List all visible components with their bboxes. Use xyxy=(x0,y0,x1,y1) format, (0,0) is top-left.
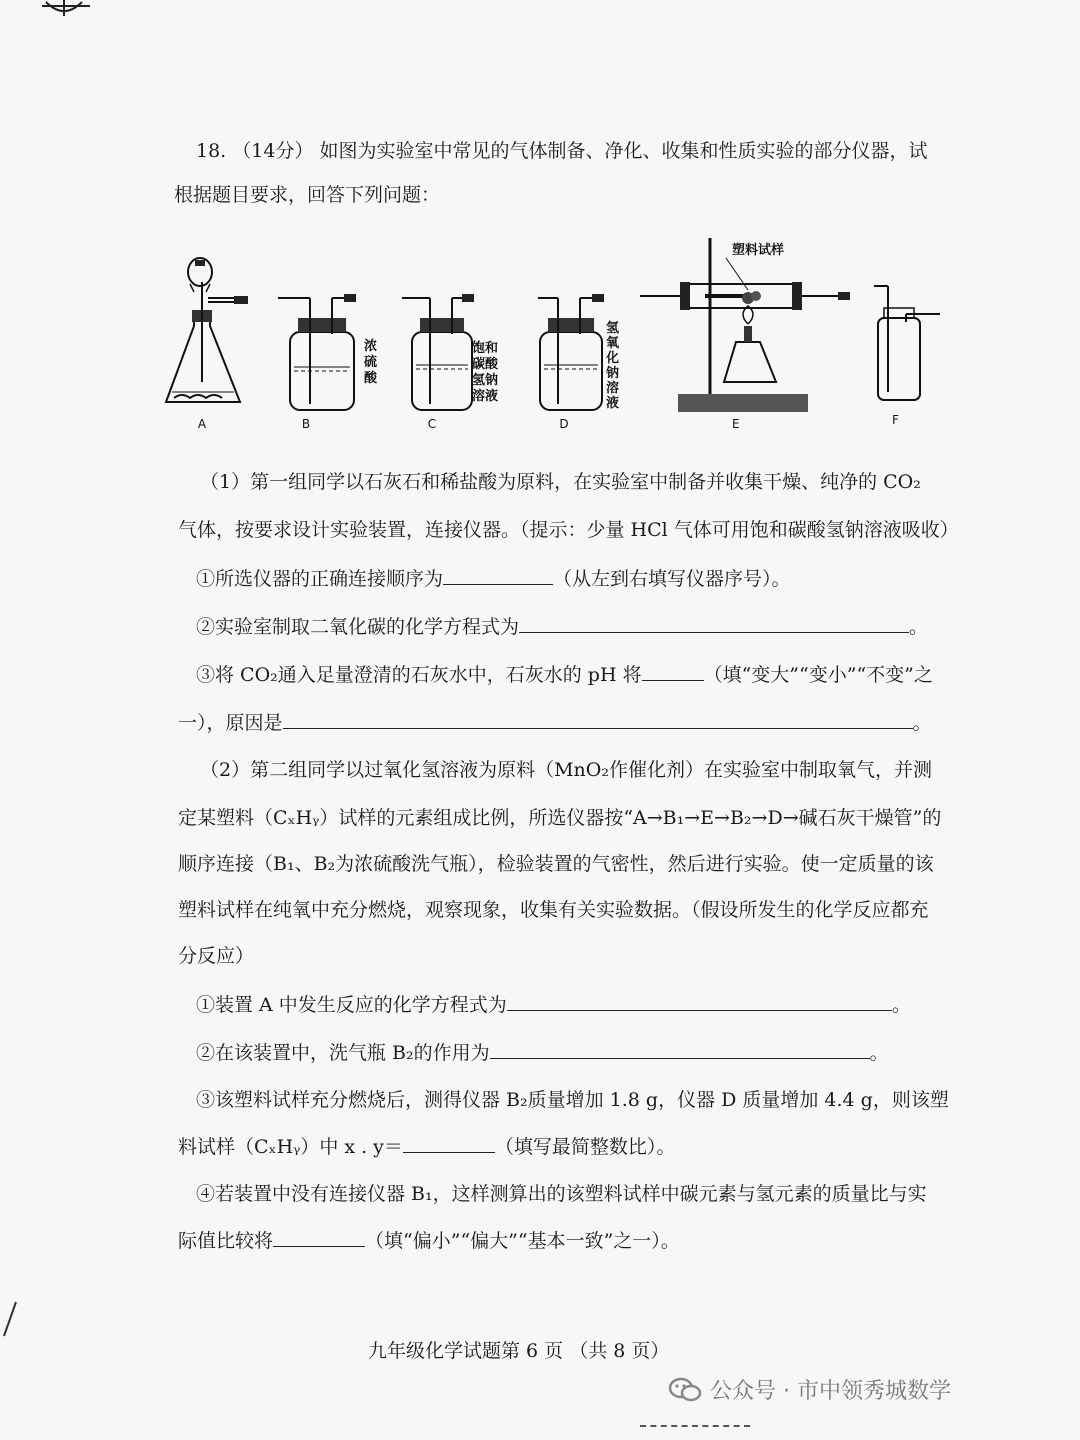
apparatus-f xyxy=(874,286,940,427)
page-footer: 九年级化学试题第 6 页 （共 8 页） xyxy=(368,1340,670,1362)
part2-q4-line1: ④若装置中没有连接仪器 B₁，这样测算出的该塑料试样中碳元素与氢元素的质量比与实 xyxy=(196,1183,927,1205)
c-reagent-1: 饱和 xyxy=(472,341,499,356)
part2-line1: （2）第二组同学以过氧化氢溶液为原料（MnO₂作催化剂）在实验室中制取氧气，并测 xyxy=(200,759,932,781)
answer-blank-ratio[interactable] xyxy=(403,1132,495,1153)
b-reagent-1: 浓 xyxy=(364,339,378,354)
label-a: A xyxy=(197,417,207,431)
part1-q3-line2: 一），原因是 。 xyxy=(178,708,932,737)
question-score: （14分） xyxy=(232,140,314,162)
d-reagent-6: 液 xyxy=(606,396,620,411)
watermark-text: 公众号 · 市中领秀城数学 xyxy=(710,1379,951,1404)
label-f: F xyxy=(892,413,899,427)
d-reagent-5: 溶 xyxy=(606,381,620,396)
d-reagent-4: 钠 xyxy=(606,366,620,381)
c-reagent-4: 溶液 xyxy=(472,389,499,404)
label-d: D xyxy=(559,417,569,431)
apparatus-e xyxy=(640,238,850,431)
apparatus-d xyxy=(538,294,620,431)
question-intro-line2: 根据题目要求，回答下列问题： xyxy=(174,184,441,206)
answer-blank-b2-role[interactable] xyxy=(490,1038,870,1059)
part1-line1: （1）第一组同学以石灰石和稀盐酸为原料，在实验室中制备并收集干燥、纯净的 CO₂ xyxy=(200,471,921,493)
wechat-watermark xyxy=(668,1374,951,1405)
part2-line5: 分反应） xyxy=(178,945,255,967)
answer-blank-equation[interactable] xyxy=(519,612,909,633)
part2-line3: 顺序连接（B₁、B₂为浓硫酸洗气瓶），检验装置的气密性，然后进行实验。使一定质量的该 xyxy=(178,853,934,875)
bottom-dash xyxy=(640,1425,750,1427)
part1-q1: ①所选仪器的正确连接顺序为 （从左到右填写仪器序号）。 xyxy=(196,564,791,593)
d-reagent-3: 化 xyxy=(606,351,620,366)
part1-q3: ③将 CO₂通入足量澄清的石灰水中，石灰水的 pH 将 （填“变大”“变小”“不变”之 xyxy=(196,660,933,689)
c-reagent-2: 碳酸 xyxy=(472,357,499,372)
e-sample-label: 塑料试样 xyxy=(732,243,785,258)
b-reagent-3: 酸 xyxy=(364,371,378,386)
part2-line4: 塑料试样在纯氧中充分燃烧，观察现象，收集有关实验数据。（假设所发生的化学反应都充 xyxy=(178,899,929,921)
d-reagent-2: 氧 xyxy=(606,336,620,351)
label-e: E xyxy=(732,417,740,431)
part2-q4-line2: 际值比较将 （填“偏小”“偏大”“基本一致”之一）。 xyxy=(178,1226,680,1255)
apparatus-b xyxy=(278,294,378,431)
question-header xyxy=(174,136,956,206)
b-reagent-2: 硫 xyxy=(364,355,378,370)
c-reagent-3: 氢钠 xyxy=(472,373,499,388)
part2-q3-line2: 料试样（CₓHᵧ）中 x . y＝ （填写最简整数比）。 xyxy=(178,1132,675,1161)
apparatus-figure xyxy=(150,232,960,442)
answer-blank-compare[interactable] xyxy=(273,1226,365,1247)
part2-q1: ①装置 A 中发生反应的化学方程式为 。 xyxy=(196,990,911,1019)
wechat-icon xyxy=(668,1376,702,1404)
answer-blank-ph[interactable] xyxy=(642,660,704,681)
margin-slash-mark xyxy=(0,1300,20,1340)
label-c: C xyxy=(427,417,437,431)
question-intro-line1: 如图为实验室中常见的气体制备、净化、收集和性质实验的部分仪器，试 xyxy=(319,140,928,162)
part1-q2: ②实验室制取二氧化碳的化学方程式为 。 xyxy=(196,612,928,641)
part2-q2: ②在该装置中，洗气瓶 B₂的作用为 。 xyxy=(196,1038,889,1067)
part1-line2: 气体，按要求设计实验装置，连接仪器。（提示：少量 HCl 气体可用饱和碳酸氢钠溶液吸收） xyxy=(178,519,959,541)
apparatus-c xyxy=(402,294,499,431)
answer-blank-order[interactable] xyxy=(443,564,553,585)
part2-line2: 定某塑料（CₓHᵧ）试样的元素组成比例，所选仪器按“A→B₁→E→B₂→D→碱石灰干燥管”的 xyxy=(178,807,942,829)
answer-blank-reason[interactable] xyxy=(283,708,913,729)
answer-blank-a-equation[interactable] xyxy=(507,990,892,1011)
apparatus-a xyxy=(166,258,248,431)
d-reagent-1: 氢 xyxy=(606,321,620,336)
part2-q3-line1: ③该塑料试样充分燃烧后，测得仪器 B₂质量增加 1.8 g，仪器 D 质量增加 4.4 g，则该塑 xyxy=(196,1089,949,1111)
question-number: 18. xyxy=(196,140,227,162)
label-b: B xyxy=(301,417,311,431)
binding-mark xyxy=(42,0,92,20)
